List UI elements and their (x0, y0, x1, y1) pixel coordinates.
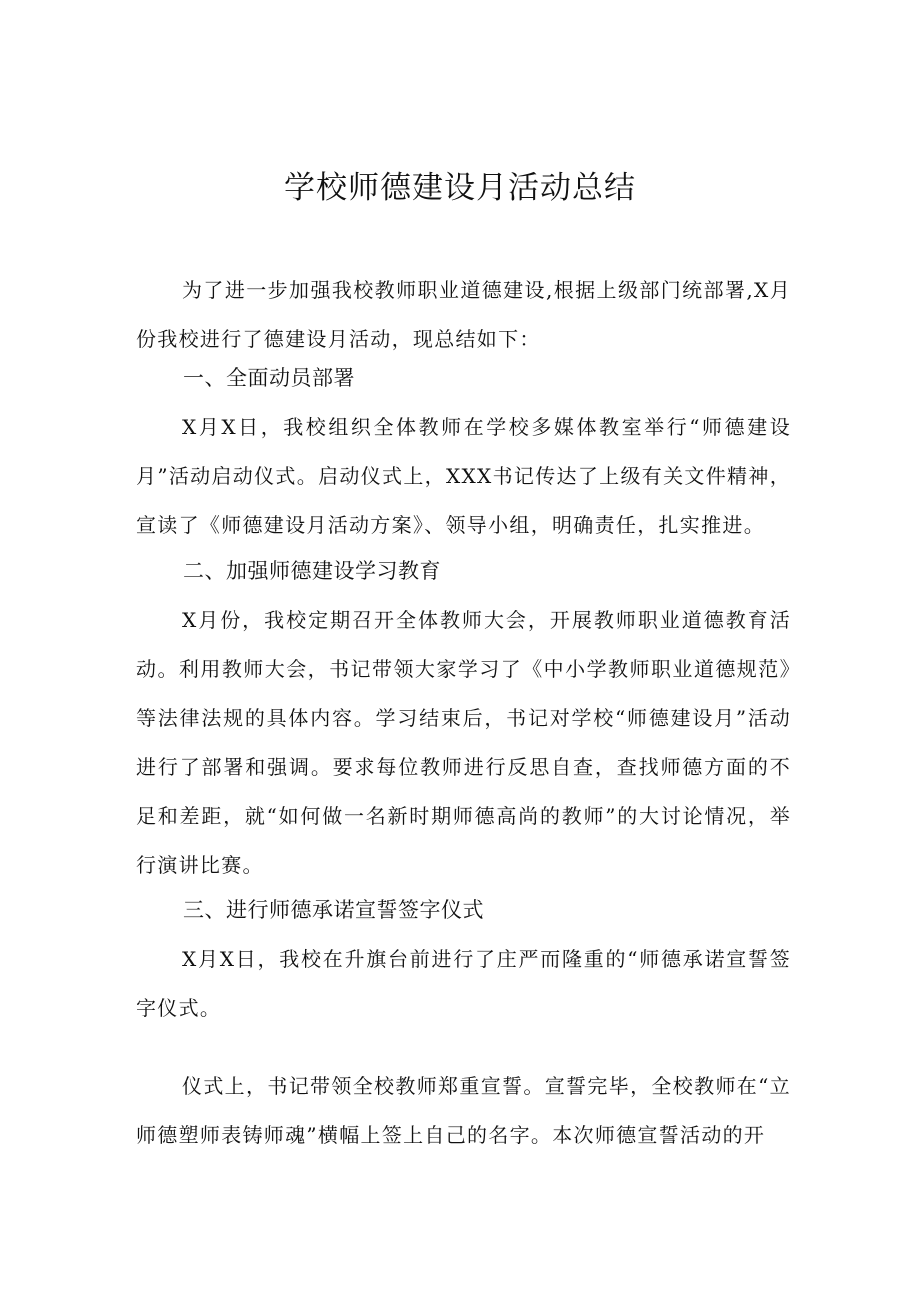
section-heading-3: 三、进行师德承诺宣誓签字仪式 (183, 898, 484, 922)
section-heading-2: 二、加强师德建设学习教育 (183, 559, 441, 583)
section-2-paragraph: X月份，我校定期召开全体教师大会，开展教师职业道德教育活动。利用教师大会，书记带领大家学习了《中小学教师职业道德规范》等法律法规的具体内容。学习结束后，书记对学校“师德建设月”活动进行了部署和强调。要求每位教师进行反思自查，查找师德方面的不足和差距，就“如何做一名新时期师德高尚的教师”的大讨论情况，举行演讲比赛。 (136, 608, 791, 877)
section-heading-1: 一、全面动员部署 (183, 366, 355, 390)
document-title: 学校师德建设月活动总结 (284, 170, 636, 206)
section-1-paragraph: X月X日，我校组织全体教师在学校多媒体教室举行“师德建设月”活动启动仪式。启动仪式上，XXX书记传达了上级有关文件精神，宣读了《师德建设月活动方案》、领导小组，明确责任，扎实推进。 (136, 415, 791, 537)
section-3-paragraph-1: X月X日，我校在升旗台前进行了庄严而隆重的“师德承诺宣誓签字仪式。 (136, 947, 791, 1020)
intro-paragraph: 为了进一步加强我校教师职业道德建设,根据上级部门统部署,X月份我校进行了德建设月活动，现总结如下： (136, 278, 791, 351)
section-3-paragraph-2: 仪式上，书记带领全校教师郑重宣誓。宣誓完毕，全校教师在“立师德塑师表铸师魂”横幅上签上自己的名字。本次师德宣誓活动的开 (136, 1074, 791, 1147)
